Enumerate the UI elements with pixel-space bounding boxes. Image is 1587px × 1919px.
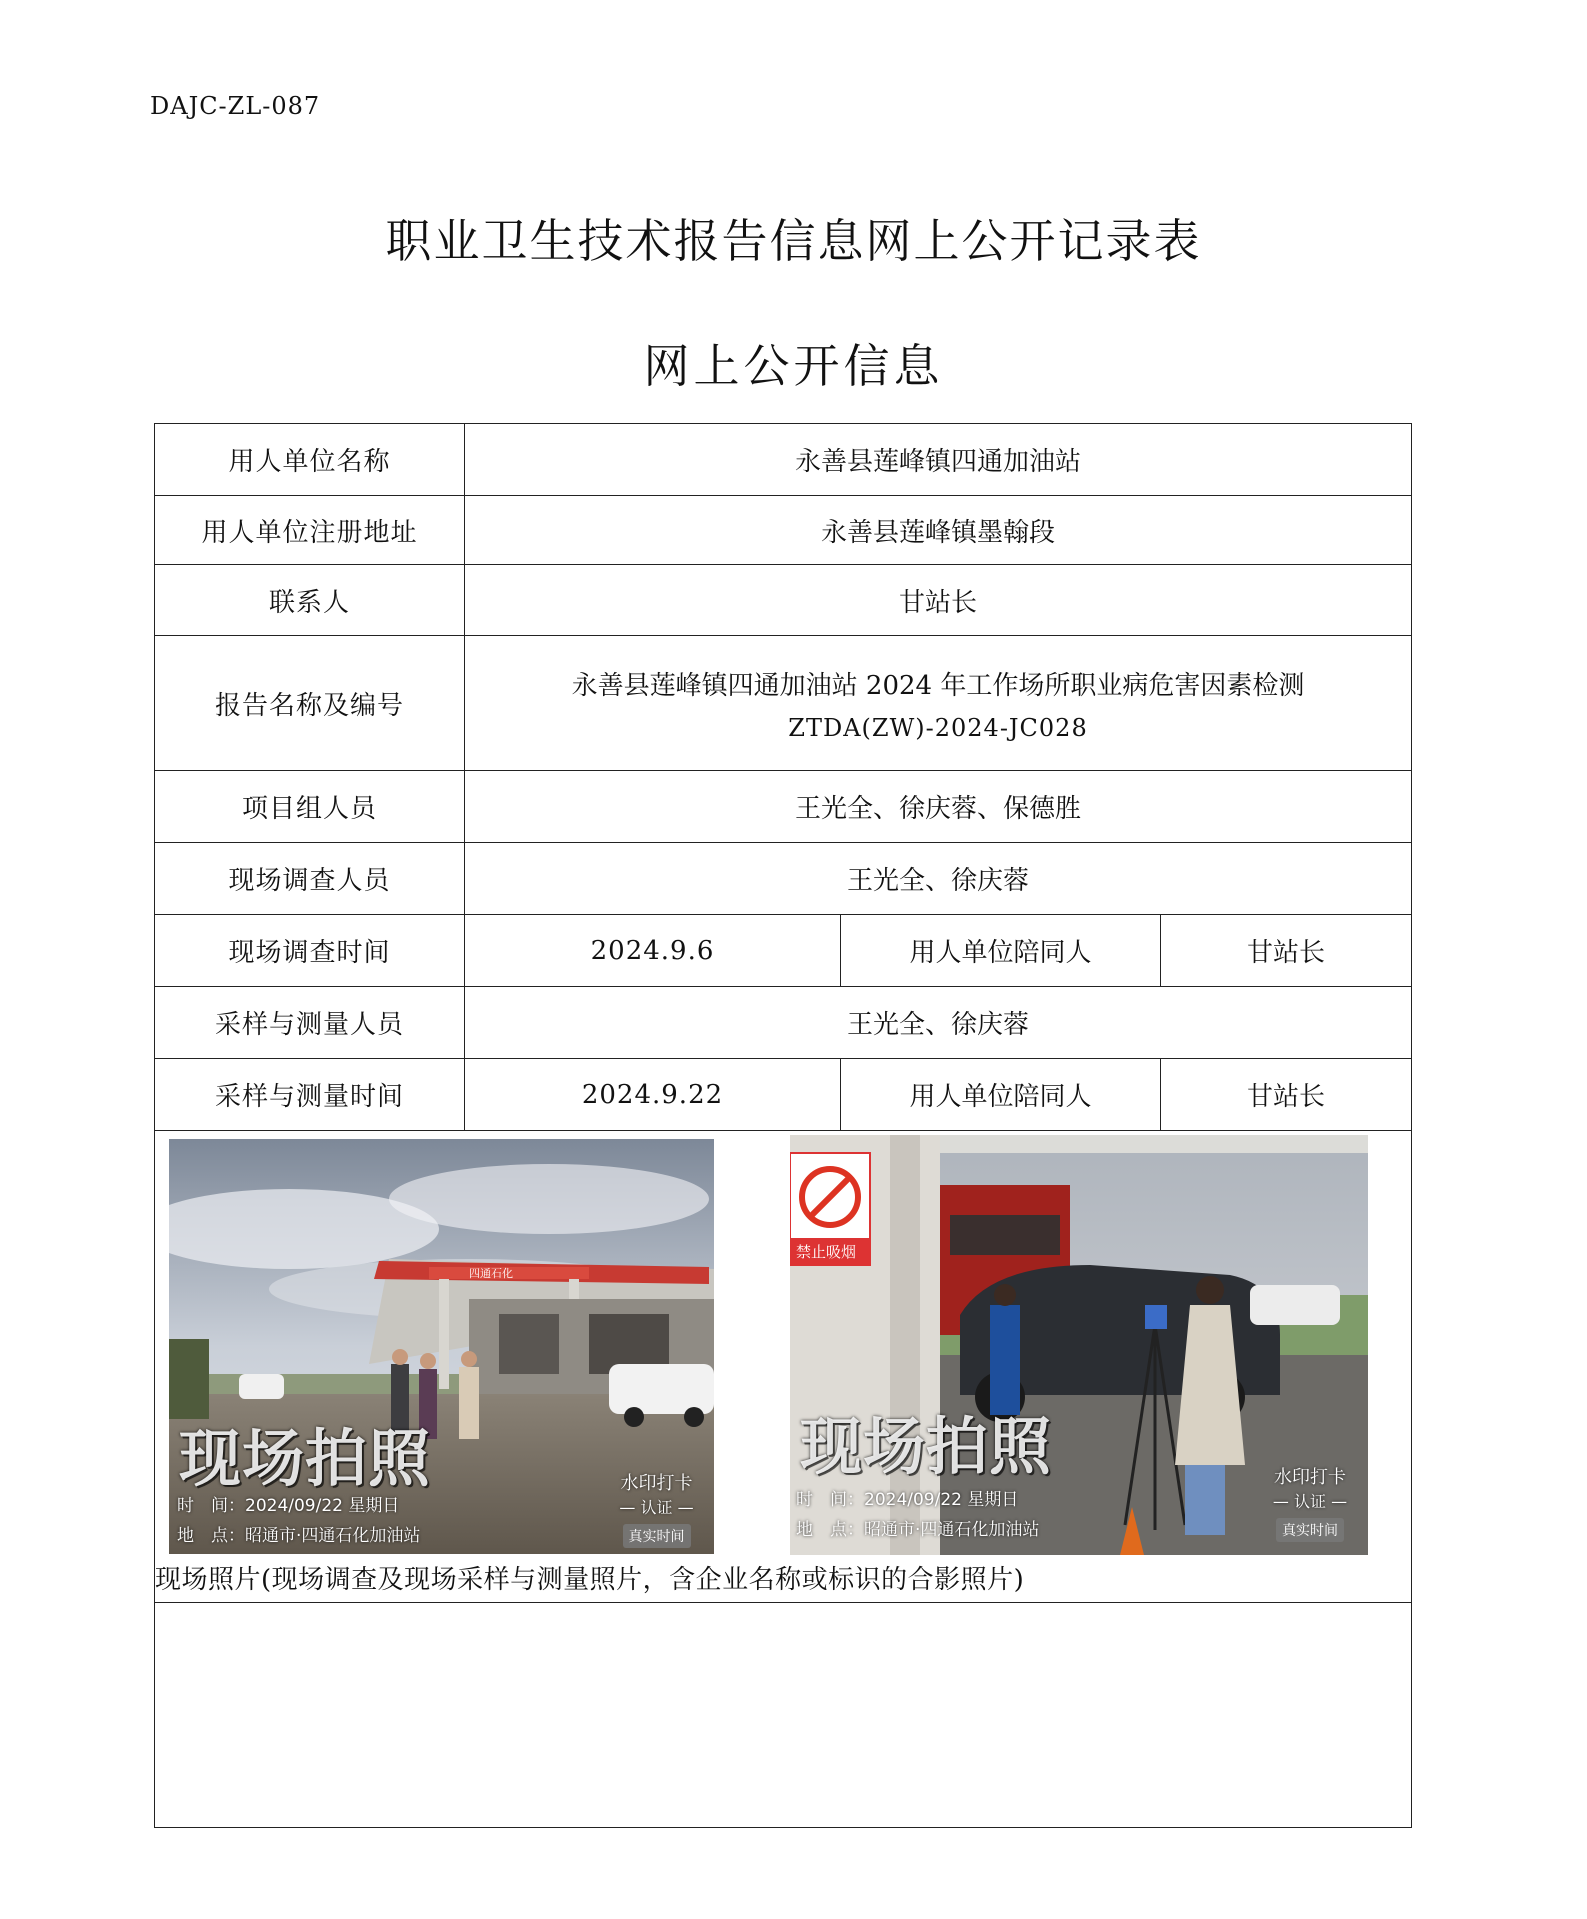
row-survey-staff [155,843,1412,915]
site-photo-2 [790,1135,1368,1555]
photo-2-place: 地 点：昭通市·四通石化加油站 [796,1520,1040,1540]
row-project-team [155,771,1412,843]
report-value [465,636,1412,771]
report-number: ZTDA(ZW)-2024-JC028 [788,713,1088,742]
sampling-staff-value: 王光全、徐庆蓉 [465,987,1412,1059]
photo-1-stamp [609,1469,704,1548]
photo-1-place: 地 点：昭通市·四通石化加油站 [177,1526,421,1546]
photo-2-stamp-cert: — 认证 — [1272,1492,1348,1511]
photo-1-stamp-time: 真实时间 [623,1524,691,1548]
sampling-staff-label: 采样与测量人员 [155,987,465,1059]
row-survey-time [155,915,1412,987]
survey-staff-label: 现场调查人员 [155,843,465,915]
project-team-label: 项目组人员 [155,771,465,843]
report-name: 永善县莲峰镇四通加油站 2024 年工作场所职业病危害因素检测 [571,670,1305,701]
contact-value: 甘站长 [465,565,1412,636]
employer-address-value: 永善县莲峰镇墨翰段 [465,496,1412,565]
sampling-time-label: 采样与测量时间 [155,1059,465,1131]
photo-2-time: 时 间：2024/09/22 星期日 [796,1490,1019,1510]
row-sampling-time [155,1059,1412,1131]
photo-1-time: 时 间：2024/09/22 星期日 [177,1496,400,1516]
section-subtitle: 网上公开信息 [643,339,944,393]
report-label: 报告名称及编号 [155,636,465,771]
row-empty [155,1603,1412,1828]
survey-time-value: 2024.9.6 [465,915,841,987]
photo-1-stamp-cert: — 认证 — [619,1498,694,1517]
project-team-value: 王光全、徐庆蓉、保德胜 [465,771,1412,843]
empty-cell [155,1603,1412,1828]
photo-1-stamp-title: 水印打卡 [620,1473,693,1494]
document-code: DAJC-ZL-087 [150,92,321,120]
employer-name-value: 永善县莲峰镇四通加油站 [465,424,1412,496]
row-report [155,636,1412,771]
row-photos [155,1131,1412,1603]
photo-2-stamp [1260,1463,1360,1542]
photo-2-stamp-title: 水印打卡 [1274,1467,1346,1488]
survey-escort-label: 用人单位陪同人 [841,915,1161,987]
survey-time-label: 现场调查时间 [155,915,465,987]
photos-container [155,1131,1411,1557]
sampling-time-value: 2024.9.22 [465,1059,841,1131]
employer-name-label: 用人单位名称 [155,424,465,496]
photo-2-stamp-time: 真实时间 [1276,1518,1344,1542]
site-photo-1 [169,1139,714,1554]
svg-text:四通石化: 四通石化 [469,1267,513,1280]
contact-label: 联系人 [155,565,465,636]
svg-text:禁止吸烟: 禁止吸烟 [796,1243,857,1261]
info-table [154,423,1412,1828]
photo-caption: 现场照片(现场调查及现场采样与测量照片，含企业名称或标识的合影照片) [155,1565,1025,1595]
row-contact [155,565,1412,636]
photo-2-watermark: 现场拍照 [800,1410,1053,1483]
photo-1-watermark: 现场拍照 [179,1422,432,1495]
row-employer-name [155,424,1412,496]
row-employer-address [155,496,1412,565]
sampling-escort-label: 用人单位陪同人 [841,1059,1161,1131]
sampling-escort-value: 甘站长 [1161,1059,1412,1131]
employer-address-label: 用人单位注册地址 [155,496,465,565]
row-sampling-staff [155,987,1412,1059]
photos-cell [155,1131,1412,1603]
page-title: 职业卫生技术报告信息网上公开记录表 [385,214,1202,268]
survey-escort-value: 甘站长 [1161,915,1412,987]
survey-staff-value: 王光全、徐庆蓉 [465,843,1412,915]
